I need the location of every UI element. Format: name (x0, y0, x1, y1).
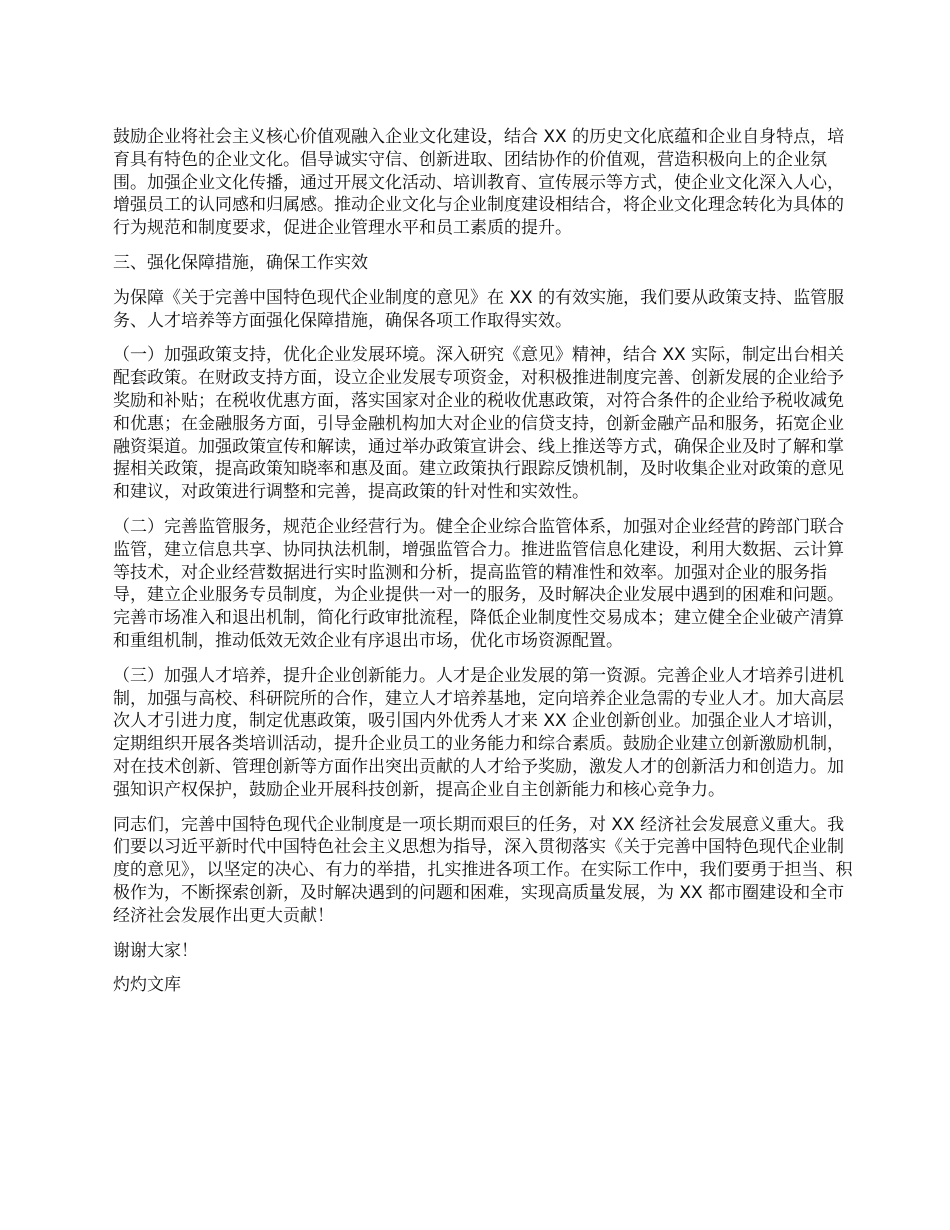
paragraph-talent-cultivation: （三）加强人才培养，提升企业创新能力。人才是企业发展的第一资源。完善企业人才培养引进机制，加强与高校、科研院所的合作，建立人才培养基地，定向培养企业急需的专业人才。加大高层次人才引进力度，制定优惠政策，吸引国内外优秀人才来 XX 企业创新创业。加强企业人才培训，定期组织开展各类培训活动，提升企业员工的业务能力和综合素质。鼓励企业建立创新激励机制，对在技术创新、管理创新等方面作出突出贡献的人才给予奖励，激发人才的创新活力和创造力。加强知识产权保护，鼓励企业开展科技创新，提高企业自主创新能力和核心竞争力。 (113, 665, 845, 800)
paragraph-safeguards-intro: 为保障《关于完善中国特色现代企业制度的意见》在 XX 的有效实施，我们要从政策支持、监管服务、人才培养等方面强化保障措施，确保各项工作取得实效。 (113, 287, 845, 331)
paragraph-thanks: 谢谢大家！ (113, 940, 198, 961)
paragraph-source-signature: 灼灼文库 (113, 975, 181, 996)
paragraph-closing-remarks: 同志们，完善中国特色现代企业制度是一项长期而艰巨的任务，对 XX 经济社会发展意义重大。我们要以习近平新时代中国特色社会主义思想为指导，深入贯彻落实《关于完善中国特色现代企业制度的意见》，以坚定的决心、有力的举措，扎实推进各项工作。在实际工作中，我们要勇于担当、积极作为，不断探索创新，及时解决遇到的问题和困难，实现高质量发展，为 XX 都市圈建设和全市经济社会发展作出更大贡献！ (113, 814, 853, 926)
paragraph-corporate-culture: 鼓励企业将社会主义核心价值观融入企业文化建设，结合 XX 的历史文化底蕴和企业自身特点，培育具有特色的企业文化。倡导诚实守信、创新进取、团结协作的价值观，营造积极向上的企业氛围。加强企业文化传播，通过开展文化活动、培训教育、宣传展示等方式，使企业文化深入人心，增强员工的认同感和归属感。推动企业文化与企业制度建设相结合，将企业文化理念转化为具体的行为规范和制度要求，促进企业管理水平和员工素质的提升。 (113, 127, 845, 239)
paragraph-policy-support: （一）加强政策支持，优化企业发展环境。深入研究《意见》精神，结合 XX 实际，制定出台相关配套政策。在财政支持方面，设立企业发展专项资金，对积极推进制度完善、创新发展的企业给予奖励和补贴；在税收优惠方面，落实国家对企业的税收优惠政策，对符合条件的企业给予税收减免和优惠；在金融服务方面，引导金融机构加大对企业的信贷支持，创新金融产品和服务，拓宽企业融资渠道。加强政策宣传和解读，通过举办政策宣讲会、线上推送等方式，确保企业及时了解和掌握相关政策，提高政策知晓率和惠及面。建立政策执行跟踪反馈机制，及时收集企业对政策的意见和建议，对政策进行调整和完善，提高政策的针对性和实效性。 (113, 345, 845, 503)
section-heading-safeguards: 三、强化保障措施，确保工作实效 (113, 252, 368, 273)
document-page (113, 126, 855, 1009)
paragraph-supervision-service: （二）完善监管服务，规范企业经营行为。健全企业综合监管体系，加强对企业经营的跨部门联合监管，建立信息共享、协同执法机制，增强监管合力。推进监管信息化建设，利用大数据、云计算等技术，对企业经营数据进行实时监测和分析，提高监管的精准性和效率。加强对企业的服务指导，建立企业服务专员制度，为企业提供一对一的服务，及时解决企业发展中遇到的困难和问题。完善市场准入和退出机制，简化行政审批流程，降低企业制度性交易成本；建立健全企业破产清算和重组机制，推动低效无效企业有序退出市场，优化市场资源配置。 (113, 516, 844, 651)
